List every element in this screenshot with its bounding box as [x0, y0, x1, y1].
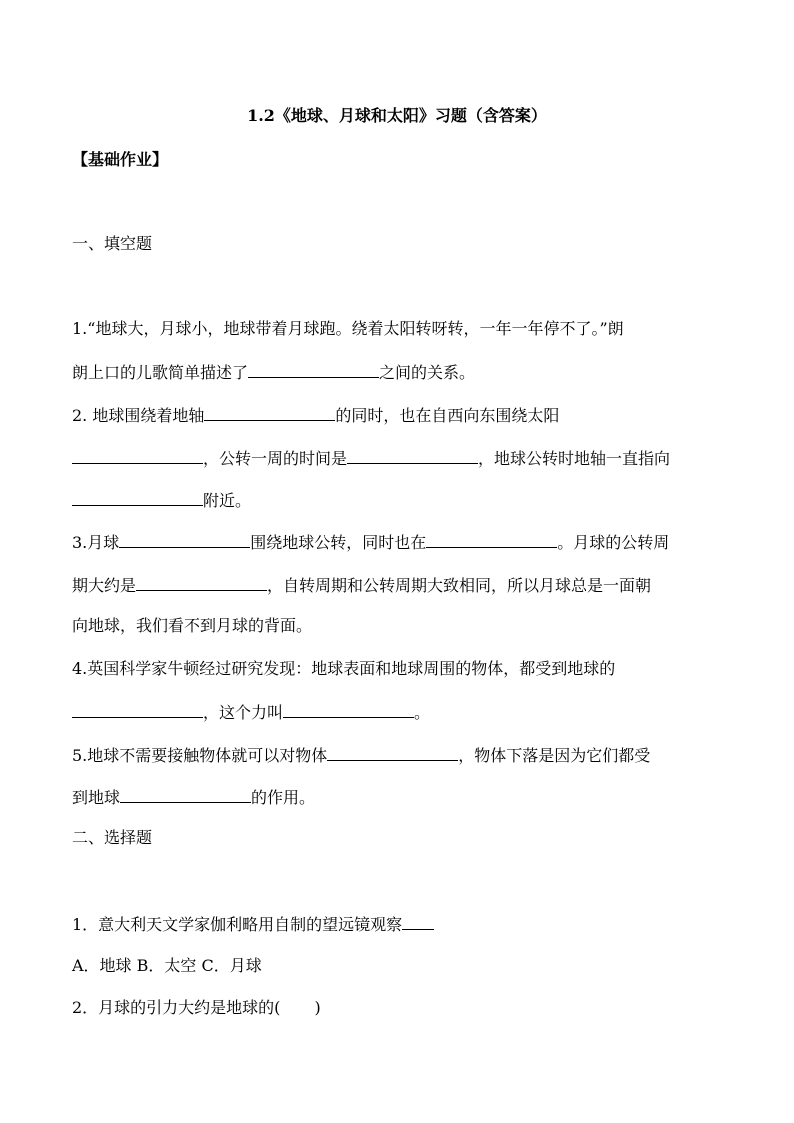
q5-text-before-2: 到地球 — [72, 788, 121, 807]
q3-line2 — [72, 573, 651, 597]
q2-line1 — [72, 403, 559, 427]
q1-line1 — [72, 318, 624, 340]
q2-blank-2[interactable] — [72, 446, 203, 464]
q3-blank-3[interactable] — [136, 573, 267, 591]
q4-text: 4.英国科学家牛顿经过研究发现：地球表面和地球周围的物体，都受到地球的 — [72, 659, 616, 678]
part2-heading: 二、选择题 — [72, 828, 153, 847]
q5-blank-2[interactable] — [120, 785, 251, 803]
q2-line3 — [72, 488, 251, 512]
q1-line2 — [72, 360, 475, 384]
q3-blank-1[interactable] — [119, 530, 250, 548]
part1-heading: 一、填空题 — [72, 234, 153, 253]
q2-text-mid2: ，地球公转时地轴一直指向 — [478, 449, 671, 468]
q3-text-end: 向地球，我们看不到月球的背面。 — [72, 616, 313, 635]
q2-blank-3[interactable] — [347, 446, 478, 464]
q5-blank-1[interactable] — [327, 743, 458, 761]
q4-blank-2[interactable] — [283, 700, 414, 718]
q2-line2 — [72, 446, 670, 470]
q2-blank-4[interactable] — [72, 488, 203, 506]
q4-line1 — [72, 658, 615, 680]
c2-close-paren: ) — [314, 998, 321, 1017]
q4-text-after: 。 — [414, 703, 431, 722]
q5-text-after: ，物体下落是因为它们都受 — [458, 746, 651, 765]
c1-answer-blank[interactable] — [402, 912, 434, 930]
q3-text-mid: 围绕地球公转，同时也在 — [250, 533, 427, 552]
q5-line2 — [72, 785, 315, 809]
q3-text-after-2: ，自转周期和公转周期大致相同，所以月球总是一面朝 — [267, 576, 652, 595]
q3-text-before: 3.月球 — [72, 533, 120, 552]
page-title: 1.2《地球、月球和太阳》习题（含答案） — [247, 106, 547, 125]
q5-line1 — [72, 743, 650, 767]
q3-line3 — [72, 615, 312, 637]
c1-stem: 1．意大利天文学家伽利略用自制的望远镜观察 — [72, 915, 403, 934]
c2-stem-line — [72, 997, 321, 1019]
q1-text: 1.“地球大，月球小，地球带着月球跑。绕着太阳转呀转，一年一年停不了。”朗 — [72, 319, 624, 338]
q3-text-before-2: 期大约是 — [72, 576, 137, 595]
q2-text-before: 2. 地球围绕着地轴 — [72, 406, 205, 425]
q2-text-after: 的同时，也在自西向东围绕太阳 — [335, 406, 560, 425]
c1-options: A．地球 B．太空 C．月球 — [72, 956, 262, 975]
q2-blank-1[interactable] — [204, 403, 335, 421]
q2-text-mid1: ，公转一周的时间是 — [203, 449, 348, 468]
q3-blank-2[interactable] — [426, 530, 557, 548]
q4-blank-1[interactable] — [72, 700, 203, 718]
q5-text-after-2: 的作用。 — [251, 788, 316, 807]
q2-text-end: 附近。 — [203, 491, 252, 510]
q3-line1 — [72, 530, 669, 554]
q1-text-after: 之间的关系。 — [379, 363, 476, 382]
q4-line2 — [72, 700, 430, 724]
q1-text-before: 朗上口的儿歌简单描述了 — [72, 363, 249, 382]
q5-text-before: 5.地球不需要接触物体就可以对物体 — [72, 746, 328, 765]
c1-stem-line — [72, 912, 434, 936]
section-basic-heading: 【基础作业】 — [72, 150, 169, 169]
q3-text-after: 。月球的公转周 — [557, 533, 670, 552]
q1-blank[interactable] — [248, 360, 379, 378]
c2-stem: 2．月球的引力大约是地球的( — [72, 998, 281, 1017]
q4-text-mid: ，这个力叫 — [203, 703, 284, 722]
